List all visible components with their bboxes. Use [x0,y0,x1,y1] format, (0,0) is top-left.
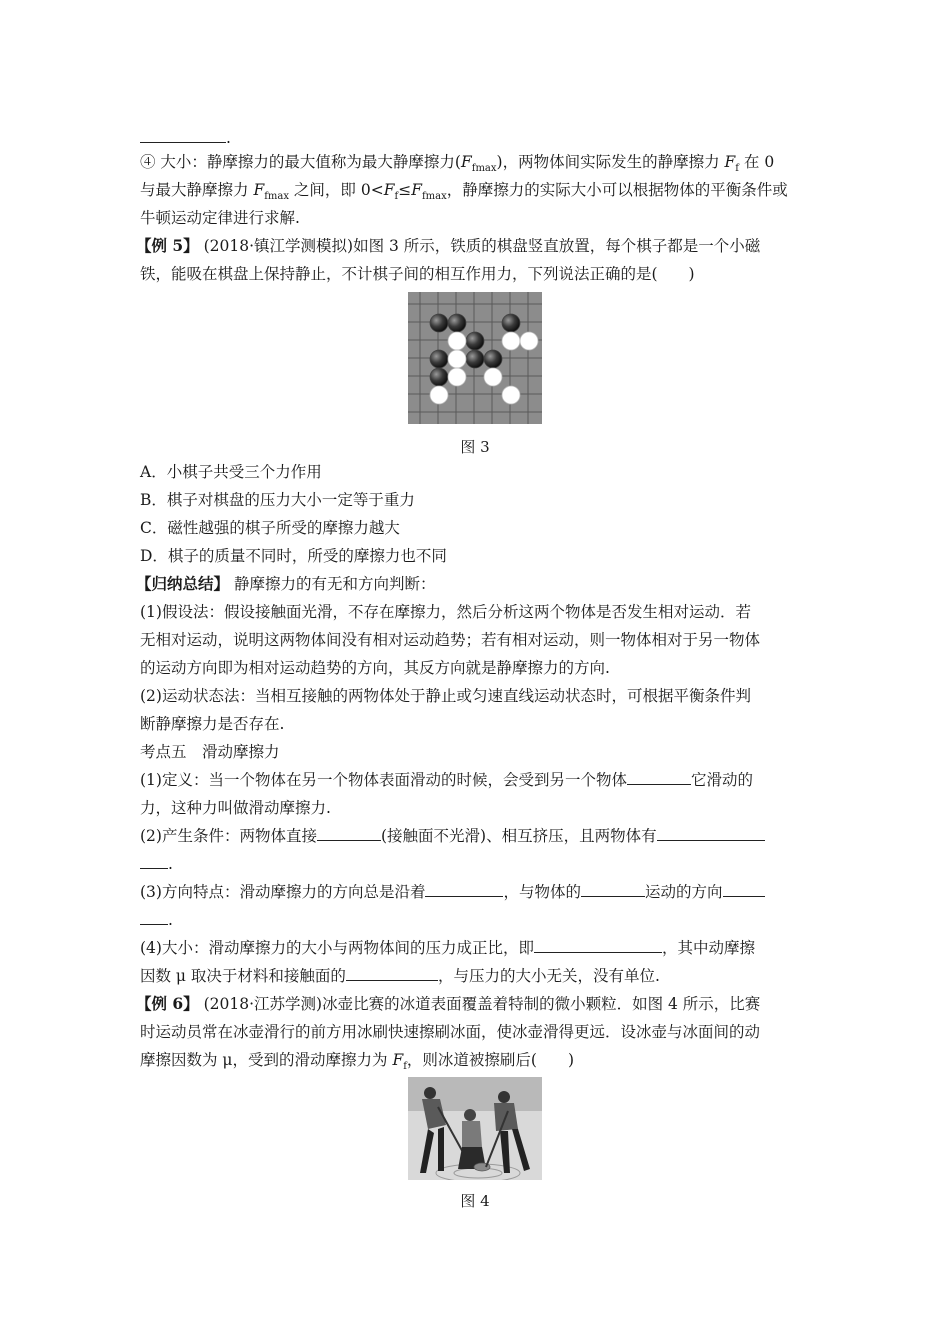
summary-heading: 【归纳总结】 静摩擦力的有无和方向判断： [136,574,436,593]
figure-3-caption: 图 3 [460,438,490,456]
summary-line: (2)运动状态法：当相互接触的两物体处于静止或匀速直线运动状态时，可根据平衡条件判 [140,687,751,705]
section-heading: 考点五 滑动摩擦力 [140,743,280,761]
magnitude-line: 因数 μ 取决于材料和接触面的 ，与压力的大小无关，没有单位. [140,967,660,985]
example-5-line: 铁，能吸在棋盘上保持静止，不计棋子间的相互作用力，下列说法正确的是( ) [140,265,695,283]
option-c: C．磁性越强的棋子所受的摩擦力越大 [140,519,400,537]
summary-line: 的运动方向即为相对运动趋势的方向，其反方向就是静摩擦力的方向. [140,659,610,677]
answer-blank [346,966,438,981]
paragraph-line: 与最大静摩擦力 $F_{fmax}$ 之间，即 $0<F_f\le F_{fmax}$，静摩擦力的实际大小可以根据物体的平衡条件或 [140,181,788,203]
magnitude-line: (4)大小：滑动摩擦力的大小与两物体间的压力成正比，即 ，其中动摩擦 [140,939,755,957]
example-6-line: 【例 6】 (2018·江苏学测)冰壶比赛的冰道表面覆盖着特制的微小颗粒．如图 4 所示，比赛 [136,994,761,1013]
figure-4-caption: 图 4 [460,1192,490,1210]
answer-blank [627,770,691,785]
example-6-line: 时运动员常在冰壶滑行的前方用冰刷快速擦刷冰面，使冰壶滑得更远．设冰壶与冰面间的动 [140,1023,761,1041]
answer-blank [534,938,662,953]
option-a: A．小棋子共受三个力作用 [140,463,322,481]
direction-line: . [140,910,815,930]
figure-3-go-board [408,292,542,424]
answer-blank [657,826,765,841]
summary-line: 无相对运动，说明这两物体间没有相对运动趋势；若有相对运动，则一物体相对于另一物体 [140,631,761,649]
answer-blank [140,910,168,925]
summary-line: (1)假设法：假设接触面光滑，不存在摩擦力，然后分析这两个物体是否发生相对运动．若 [140,603,751,621]
blank-continuation: . [140,128,815,148]
figure-4-curling-photo [408,1077,542,1180]
condition-line: . [140,854,815,874]
option-b: B．棋子对棋盘的压力大小一定等于重力 [140,491,415,509]
summary-line: 断静摩擦力是否存在. [140,715,285,733]
paragraph-line: ④ 大小：静摩擦力的最大值称为最大静摩擦力$(F_{fmax})$，两物体间实际发生的静摩擦力 $F_f$ 在 0 [140,153,775,175]
definition-line: 力，这种力叫做滑动摩擦力. [140,799,331,817]
option-d: D．棋子的质量不同时，所受的摩擦力也不同 [140,547,447,565]
answer-blank [317,826,381,841]
answer-blank [723,882,765,897]
condition-line: (2)产生条件：两物体直接 (接触面不光滑)、相互挤压，且两物体有 [140,826,815,846]
example-5-line: 【例 5】 (2018·镇江学测模拟)如图 3 所示，铁质的棋盘竖直放置，每个棋子都是一个小磁 [136,236,761,255]
answer-blank [581,882,645,897]
definition-line: (1)定义：当一个物体在另一个物体表面滑动的时候，会受到另一个物体 它滑动的 [140,771,753,789]
answer-blank [425,882,503,897]
direction-line: (3)方向特点：滑动摩擦力的方向总是沿着 ，与物体的 运动的方向 [140,882,815,902]
paragraph-line: 牛顿运动定律进行求解. [140,209,300,227]
answer-blank [140,854,168,869]
answer-blank [140,128,226,143]
example-6-line: 摩擦因数为 μ，受到的滑动摩擦力为 $F_f$，则冰道被擦刷后( ) [140,1051,575,1073]
